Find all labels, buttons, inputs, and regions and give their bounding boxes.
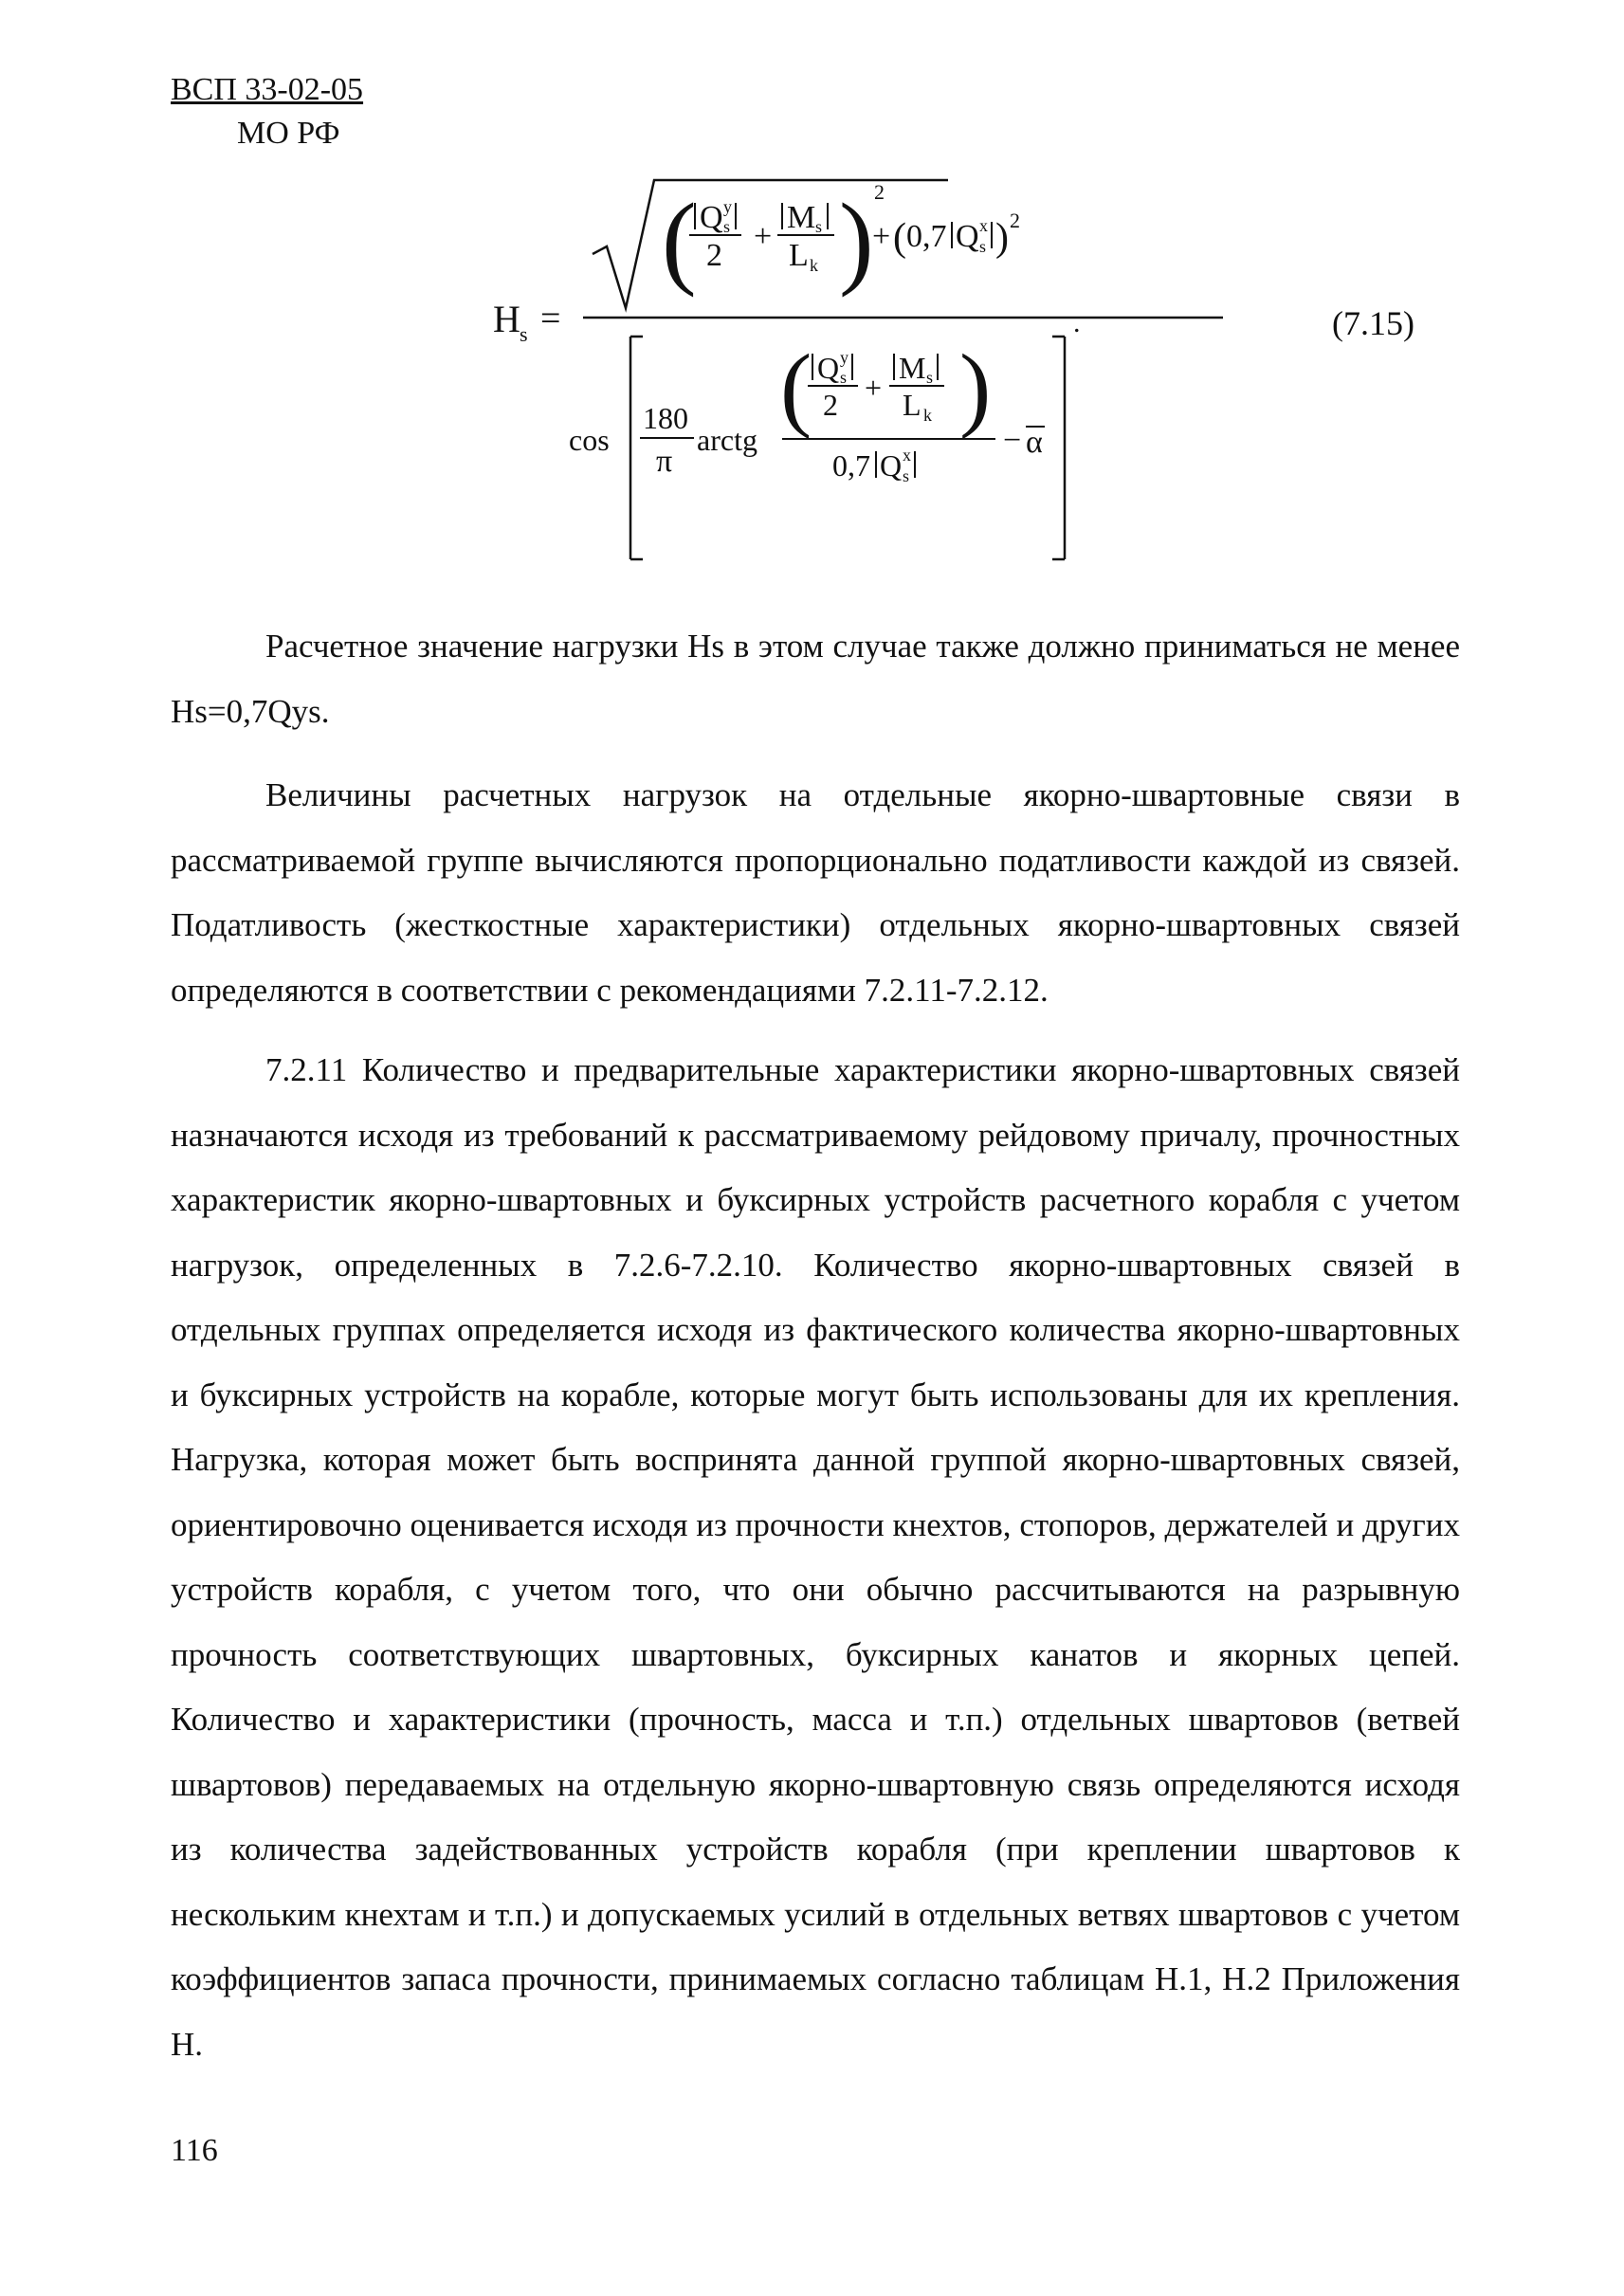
alpha-symbol: α bbox=[1026, 425, 1043, 460]
lhs-subscript: s bbox=[520, 322, 528, 346]
q-sup-y: y bbox=[840, 348, 848, 367]
open-paren: ( bbox=[893, 216, 906, 260]
formula-7-15 bbox=[493, 171, 1441, 588]
q-symbol: Q bbox=[817, 351, 840, 385]
m-symbol: M bbox=[899, 351, 926, 385]
cos-label: cos bbox=[569, 423, 610, 457]
q-sub-s: s bbox=[979, 237, 987, 256]
paragraph-2-text: Величины расчетных нагрузок на отдельные якорно-швартовные связи в рассматриваемой группе вычисляются пропорционально податливости каждой из связей. Податливость (жесткостные характеристики) отдельных якорно-швартовных связей определяются в соответствии с рекомендациями 7.2.11-7.2.12. bbox=[171, 776, 1460, 1009]
num-open-paren: ( bbox=[662, 182, 697, 298]
paragraph-1 bbox=[171, 614, 1460, 744]
q-symbol: Q bbox=[700, 200, 723, 235]
paragraph-3 bbox=[171, 1038, 1460, 2077]
close-paren: ) bbox=[995, 216, 1009, 260]
square-exponent: 2 bbox=[1010, 209, 1020, 232]
m-symbol: M bbox=[787, 200, 816, 235]
square-exponent: 2 bbox=[874, 180, 885, 204]
paragraph-2 bbox=[171, 763, 1460, 1023]
inner-close-paren: ) bbox=[959, 335, 992, 440]
q-sub-s: s bbox=[840, 368, 848, 387]
two-denominator: 2 bbox=[823, 388, 838, 422]
document-id: ВСП 33-02-05 bbox=[171, 72, 364, 107]
minus-sign: − bbox=[1003, 423, 1022, 458]
q-sub-s: s bbox=[723, 217, 731, 236]
q-symbol: Q bbox=[956, 219, 979, 254]
pi-symbol: π bbox=[656, 444, 673, 479]
two-denominator: 2 bbox=[706, 238, 722, 273]
equals-sign: = bbox=[540, 299, 561, 338]
num-180: 180 bbox=[643, 401, 688, 435]
l-sub-k: k bbox=[810, 256, 818, 275]
plus-sign: + bbox=[865, 371, 883, 405]
lhs-symbol: H bbox=[493, 298, 520, 340]
inner-open-paren: ( bbox=[780, 335, 812, 440]
q-sup-x: x bbox=[979, 216, 988, 235]
q-symbol: Q bbox=[880, 448, 903, 483]
paragraph-3-text: 7.2.11 Количество и предварительные характеристики якорно-швартовных связей назначаются исходя из требований к рассматриваемому рейдовому причалу, прочностных характеристик якорно-швартовных и буксирных устройств расчетного корабля с учетом нагрузок, определенных в 7.2.6-7.2.10. Количество якорно-швартовных связей в отдельных группах определяется исходя из фактического количества якорно-швартовных и буксирных устройств на корабле, которые могут быть использованы для их крепления. Нагрузка, которая может быть воспринята данной группой якорно-швартовных связей, ориентировочно оценивается исходя из прочности кнехтов, стопоров, держателей и других устройств корабля, с учетом того, что они обычно рассчитываются на разрывную прочность соответствующих швартовных, буксирных канатов и якорных цепей. Количество и характеристики (прочность, масса и т.п.) отдельных швартовов (ветвей швартовов) передаваемых на отдельную якорно-швартовную связь определяются исходя из количества задействованных устройств корабля (при креплении швартовов к нескольким кнехтам и т.п.) и допускаемых усилий в отдельных ветвях швартовов с учетом коэффициентов запаса прочности, принимаемых согласно таблицам Н.1, Н.2 Приложения Н. bbox=[171, 1051, 1460, 2063]
num-close-paren: ) bbox=[839, 182, 874, 298]
q-sup-x: x bbox=[903, 446, 911, 465]
coef-07: 0,7 bbox=[832, 448, 870, 483]
paragraph-1-text: Расчетное значение нагрузки Hs в этом случае также должно приниматься не менее Hs=0,7Qys. bbox=[171, 628, 1460, 730]
q-sup-y: y bbox=[723, 197, 732, 216]
document-header bbox=[171, 68, 363, 155]
plus-sign: + bbox=[754, 219, 773, 254]
l-symbol: L bbox=[789, 238, 809, 273]
bracket-right bbox=[1052, 337, 1065, 559]
organization: МО РФ bbox=[237, 116, 340, 151]
bracket-left bbox=[630, 337, 643, 559]
coef-07: 0,7 bbox=[906, 219, 947, 254]
l-sub-k: k bbox=[923, 406, 932, 425]
q-sub-s: s bbox=[903, 466, 910, 485]
formula-svg bbox=[493, 171, 1441, 588]
equation-number: (7.15) bbox=[1332, 304, 1414, 342]
trailing-dot: . bbox=[1073, 307, 1081, 338]
m-sub-s: s bbox=[815, 217, 823, 236]
arctg-label: arctg bbox=[697, 423, 757, 457]
l-symbol: L bbox=[903, 388, 921, 422]
plus-sign: + bbox=[872, 219, 891, 254]
m-sub-s: s bbox=[926, 368, 934, 387]
page-number: 116 bbox=[171, 2133, 218, 2168]
